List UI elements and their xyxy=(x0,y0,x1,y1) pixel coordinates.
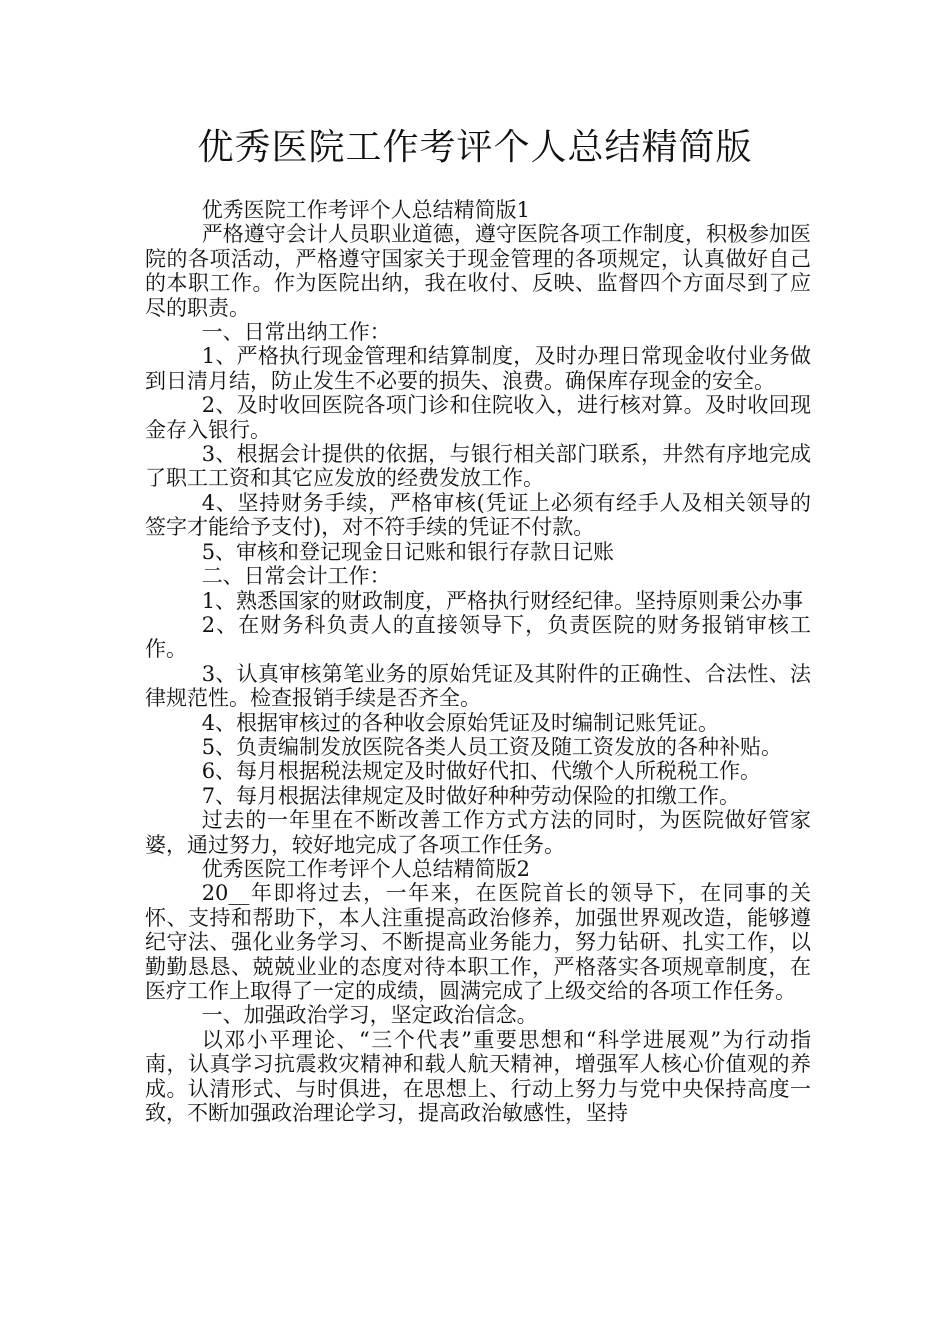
list-item: 3、认真审核第笔业务的原始凭证及其附件的正确性、合法性、法律规范性。检查报销手续是否齐全。 xyxy=(145,661,811,711)
document-title: 优秀医院工作考评个人总结精简版 xyxy=(197,127,753,168)
subsection-heading: 一、日常出纳工作： xyxy=(201,320,391,345)
list-item: 5、负责编制发放医院各类人员工资及随工资发放的各种补贴。 xyxy=(201,734,783,759)
list-item: 2、及时收回医院各项门诊和住院收入，进行核对算。及时收回现金存入银行。 xyxy=(145,393,811,442)
body-paragraph: 以邓小平理论、“三个代表”重要思想和“科学进展观”为行动指南，认真学习抗震救灾精神和载人航天精神，增强军人核心价值观的养成。认清形式、与时俱进，在思想上、行动上努力与党中央保持高度一致，不断加强政治理论学习，提高政治敏感性，坚持 xyxy=(145,1027,811,1126)
body-paragraph: 过去的一年里在不断改善工作方式方法的同时，为医院做好管家婆，通过努力，较好地完成了各项工作任务。 xyxy=(145,808,811,857)
subsection-heading: 一、加强政治学习，坚定政治信念。 xyxy=(201,1003,538,1028)
list-item: 6、每月根据税法规定及时做好代扣、代缴个人所税税工作。 xyxy=(201,759,762,784)
section-heading: 优秀医院工作考评个人总结精简版2 xyxy=(201,856,531,881)
list-item: 2、在财务科负责人的直接领导下，负责医院的财务报销审核工作。 xyxy=(145,612,811,662)
subsection-heading: 二、日常会计工作： xyxy=(201,564,391,589)
list-item: 5、审核和登记现金日记账和银行存款日记账 xyxy=(201,539,615,564)
list-item: 1、严格执行现金管理和结算制度，及时办理日常现金收付业务做到日清月结，防止发生不必要的损失、浪费。确保库存现金的安全。 xyxy=(145,344,811,393)
body-paragraph: 严格遵守会计人员职业道德，遵守医院各项工作制度，积极参加医院的各项活动，严格遵守国家关于现金管理的各项规定，认真做好自己的本职工作。作为医院出纳，我在收付、反映、监督四个方面尽到了应尽的职责。 xyxy=(145,222,811,320)
body-paragraph: 20__年即将过去，一年来，在医院首长的领导下，在同事的关怀、支持和帮助下，本人注重提高政治修养，加强世界观改造，能够遵纪守法、强化业务学习、不断提高业务能力，努力钻研、扎实工作，以勤勤恳恳、兢兢业业的态度对待本职工作，严格落实各项规章制度，在医疗工作上取得了一定的成绩，圆满完成了上级交给的各项工作任务。 xyxy=(145,881,811,1003)
list-item: 7、每月根据法律规定及时做好种种劳动保险的扣缴工作。 xyxy=(201,783,741,808)
document-body xyxy=(145,198,811,1125)
list-item: 1、熟悉国家的财政制度，严格执行财经纪律。坚持原则秉公办事 xyxy=(201,588,804,613)
list-item: 4、根据审核过的各种收会原始凭证及时编制记账凭证。 xyxy=(201,710,720,735)
list-item: 4、坚持财务手续，严格审核(凭证上必须有经手人及相关领导的签字才能给予支付)，对不符手续的凭证不付款。 xyxy=(145,490,811,540)
section-heading: 优秀医院工作考评个人总结精简版1 xyxy=(201,198,531,222)
list-item: 3、根据会计提供的依据，与银行相关部门联系，井然有序地完成了职工工资和其它应发放的经费发放工作。 xyxy=(145,442,811,491)
